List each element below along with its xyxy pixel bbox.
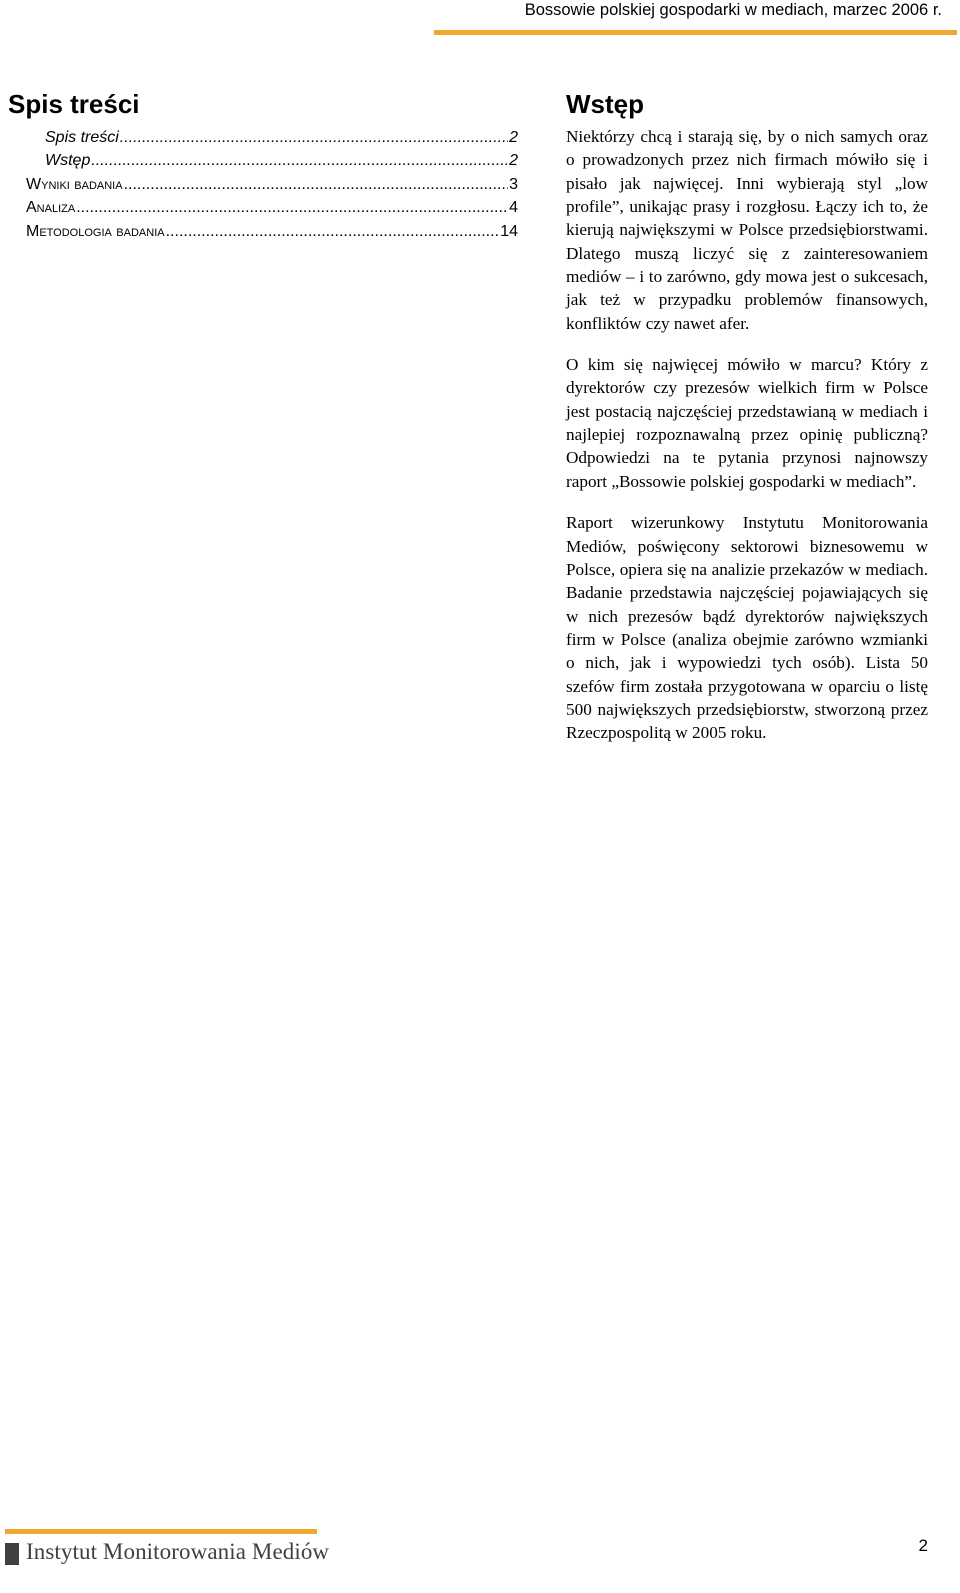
footer-logo: Instytut Monitorowania Mediów: [26, 1539, 330, 1564]
header-rule: [434, 30, 957, 35]
toc-entry-page: 3: [509, 175, 518, 193]
toc-leader-dots: [124, 173, 509, 196]
page-number: 2: [918, 1536, 928, 1555]
page-header: [0, 0, 960, 38]
toc-list: [8, 126, 518, 243]
logo-mark-icon: [5, 1543, 19, 1565]
toc-entry-label: Wyniki badania: [26, 175, 123, 193]
toc-entry-page: 4: [509, 199, 518, 217]
toc-entry-page: 2: [509, 129, 518, 146]
toc-leader-dots: [91, 149, 508, 172]
toc-leader-dots: [76, 196, 508, 219]
toc-entry-metodologia-badania[interactable]: [8, 220, 518, 243]
intro-section: [566, 88, 928, 763]
footer-rule: [5, 1529, 317, 1534]
toc-entry-wyniki-badania[interactable]: [8, 173, 518, 196]
toc-entry-label: Wstęp: [45, 152, 91, 170]
header-title: Bossowie polskiej gospodarki w mediach, marzec 2006 r.: [524, 1, 942, 19]
toc-entry-label: Analiza: [26, 199, 76, 217]
page-footer: [0, 1525, 960, 1593]
toc-entry-wstep[interactable]: [8, 149, 518, 172]
toc-entry-label: Metodologia badania: [26, 222, 165, 240]
toc-entry-spis-tresci[interactable]: [8, 126, 518, 149]
toc-leader-dots: [166, 220, 500, 243]
toc-title: Spis treści: [8, 89, 140, 119]
table-of-contents: [8, 88, 518, 243]
toc-entry-page: 14: [500, 222, 518, 240]
paragraph-intro-1: Niektórzy chcą i starają się, by o nich samych oraz o prowadzonych przez nich firmach mówiło się i pisało jak najwięcej. Inni wybierają styl „low profile”, unikając prasy i rozgłosu. Łączy ich to, że kierują największymi w Polsce przedsiębiorstwami. Dlatego muszą liczyć się z zainteresowaniem mediów – i to zarówno, gdy mowa jest o sukcesach, jak też w przypadku problemów finansowych, konfliktów czy nawet afer.: [566, 127, 928, 333]
section-title: Wstęp: [566, 89, 644, 119]
toc-entry-page: 2: [509, 152, 518, 170]
toc-entry-analiza[interactable]: [8, 196, 518, 219]
toc-leader-dots: [120, 126, 508, 149]
paragraph-intro-2: O kim się najwięcej mówiło w marcu? Który z dyrektorów czy prezesów wielkich firm w Polsce jest postacią najczęściej przedstawianą w mediach i najlepiej rozpoznawalną przez opinię publiczną? Odpowiedzi na te pytania przynosi najnowszy raport „Bossowie polskiej gospodarki w mediach”.: [566, 355, 928, 491]
paragraph-intro-3: Raport wizerunkowy Instytutu Monitorowania Mediów, poświęcony sektorowi biznesowemu w Polsce, opiera się na analizie przekazów w mediach. Badanie przedstawia najczęściej pojawiających się w nich prezesów bądź dyrektorów największych firm w Polsce (analiza obejmie zarówno wzmianki o nich, jak i wypowiedzi tych osób). Lista 50 szefów firm została przygotowana w oparciu o listę 500 największych przedsiębiorstw, stworzoną przez Rzeczpospolitą w 2005 roku.: [566, 513, 928, 743]
toc-entry-label: Spis treści: [45, 129, 119, 146]
